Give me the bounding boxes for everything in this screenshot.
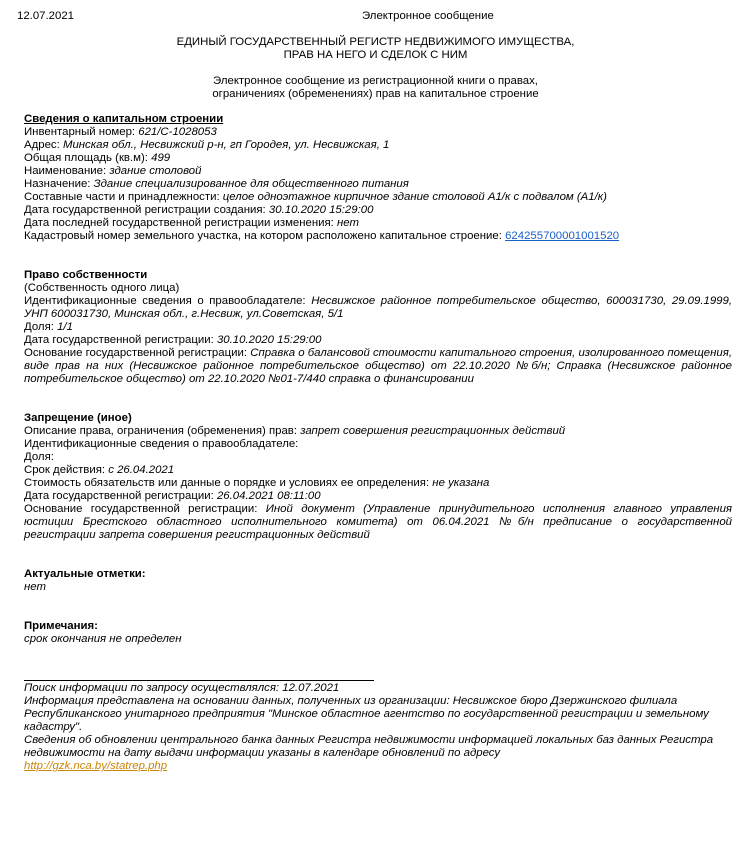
document-type: Электронное сообщение <box>362 10 494 22</box>
notes-value: срок окончания не определен <box>24 633 182 645</box>
area-value: 499 <box>151 152 171 164</box>
prohibition-reg-date-row: Дата государственной регистрации: 26.04.2021 08:11:00 <box>24 490 321 502</box>
inventory-value: 621/C-1028053 <box>138 126 217 138</box>
purpose-value: Здание специализированное для общественного питания <box>93 178 409 190</box>
message-subtitle <box>0 75 751 101</box>
name-value: здание столовой <box>109 165 202 177</box>
holder-row: Идентификационные сведения о правообладателе: Несвижское районное потребительское общество, 600031730, 29.09.1999, УНП 600031730, Минская обл., г.Несвиж, ул.Советская, 5/1 <box>24 295 732 320</box>
building-section <box>24 113 732 243</box>
statrep-link[interactable]: http://gzk.nca.by/statrep.php <box>24 760 168 772</box>
source-info: Информация представлена на основании данных, полученных из организации: Несвижское бюро Дзержинского филиала Республиканского унитарного предприятия "Минское областное агентство по государственной регистрации и земельному кадастру". <box>24 695 709 733</box>
update-info: Сведения об обновлении центрального банка данных Регистра недвижимости информацией локальных баз данных Регистра недвижимости на дату выдачи информации указаны в календаре обновлений по адресу <box>24 734 714 759</box>
ownership-reg-date-value: 30.10.2020 15:29:00 <box>216 334 322 346</box>
footer-divider <box>24 680 374 681</box>
address-value: Минская обл., Несвижский р-н, гп Городея, ул. Несвижская, 1 <box>62 139 390 151</box>
prohibition-reg-date-value: 26.04.2021 08:11:00 <box>216 490 321 502</box>
ownership-basis-row: Основание государственной регистрации: Справка о балансовой стоимости капитального строения, изолированного помещения, виде прав на них (Несвижское районное потребительское общество) от 22.10.2020 №б/н; Справка (Несвижское районное потребительское общество) от 22.10.2020 №01-7/440 справка о финансировании <box>24 347 732 385</box>
prohibition-desc-row: Описание права, ограничения (обременения) прав: запрет совершения регистрационных действий <box>24 425 566 437</box>
prohibition-share-row: Доля: <box>24 451 54 463</box>
name-row: Наименование: здание столовой <box>24 165 202 177</box>
last-change-value: нет <box>337 217 359 229</box>
footer <box>24 680 732 773</box>
purpose-row: Назначение: Здание специализированное для общественного питания <box>24 178 409 190</box>
cost-row: Стоимость обязательств или данные о порядке и условиях ее определения: не указана <box>24 477 490 489</box>
print-date: 12.07.2021 <box>17 10 75 22</box>
ownership-reg-date-row: Дата государственной регистрации: 30.10.2020 15:29:00 <box>24 334 322 346</box>
share-value: 1/1 <box>57 321 73 333</box>
actual-marks-heading: Актуальные отметки: <box>24 568 146 580</box>
subtitle-line-1: Электронное сообщение из регистрационной книги о правах, <box>213 75 538 87</box>
page-header <box>0 10 751 24</box>
cadastral-number-link[interactable]: 624255700001001520 <box>505 230 620 242</box>
ownership-basis-value: Справка о балансовой стоимости капитального строения, изолированного помещения, виде прав на них (Несвижское районное потребительское общество) от 22.10.2020 №б/н; Справка (Несвижское районное потребительское общество) от 22.10.2020 №01-7/440 справка о финансировании <box>24 347 732 385</box>
ownership-subheading: (Собственность одного лица) <box>24 282 180 294</box>
last-change-row: Дата последней государственной регистрации изменения: нет <box>24 217 359 229</box>
cost-value: не указана <box>432 477 490 489</box>
register-title <box>0 36 751 62</box>
inventory-row: Инвентарный номер: 621/C-1028053 <box>24 126 217 138</box>
ownership-heading: Право собственности <box>24 269 148 281</box>
subtitle-line-2: ограничениях (обременениях) прав на капитальное строение <box>212 88 539 100</box>
term-row: Срок действия: с 26.04.2021 <box>24 464 175 476</box>
title-line-1: ЕДИНЫЙ ГОСУДАРСТВЕННЫЙ РЕГИСТР НЕДВИЖИМОГО ИМУЩЕСТВА, <box>176 36 575 48</box>
prohibition-section <box>24 412 732 542</box>
share-row: Доля: 1/1 <box>24 321 73 333</box>
notes-section <box>24 620 732 646</box>
created-value: 30.10.2020 15:29:00 <box>268 204 374 216</box>
notes-heading: Примечания: <box>24 620 98 632</box>
prohibition-heading: Запрещение (иное) <box>24 412 132 424</box>
prohibition-desc-value: запрет совершения регистрационных действий <box>300 425 566 437</box>
title-line-2: ПРАВ НА НЕГО И СДЕЛОК С НИМ <box>283 49 468 61</box>
prohibition-basis-row: Основание государственной регистрации: Иной документ (Управление принудительного исполнения главного управления юстиции Брестского областного исполнительного комитета) от 06.04.2021 №б/н предписание о государственной регистрации запрета совершения регистрационных действий <box>24 503 732 541</box>
parts-row: Составные части и принадлежности: целое одноэтажное кирпичное здание столовой А1/к с подвалом (А1/к) <box>24 191 607 203</box>
area-row: Общая площадь (кв.м): 499 <box>24 152 171 164</box>
term-value: с 26.04.2021 <box>108 464 175 476</box>
building-heading: Сведения о капитальном строении <box>24 113 224 125</box>
holder-value: Несвижское районное потребительское общество, 600031730, 29.09.1999, УНП 600031730, Минская обл., г.Несвиж, ул.Советская, 5/1 <box>24 295 732 320</box>
prohibition-basis-value: Иной документ (Управление принудительного исполнения главного управления юстиции Брестского областного исполнительного комитета) от 06.04.2021 №б/н предписание о государственной регистрации запрета совершения регистрационных действий <box>24 503 732 541</box>
created-row: Дата государственной регистрации создания: 30.10.2020 15:29:00 <box>24 204 374 216</box>
actual-marks-value: нет <box>24 581 46 593</box>
address-row: Адрес: Минская обл., Несвижский р-н, гп Городея, ул. Несвижская, 1 <box>24 139 390 151</box>
parts-value: целое одноэтажное кирпичное здание столовой А1/к с подвалом (А1/к) <box>222 191 607 203</box>
actual-marks-section <box>24 568 732 594</box>
ownership-section <box>24 269 732 386</box>
cadastral-row: Кадастровый номер земельного участка, на котором расположено капитальное строение: 624255700001001520 <box>24 230 620 242</box>
search-info: Поиск информации по запросу осуществлялся: 12.07.2021 <box>24 682 340 694</box>
prohibition-holder-row: Идентификационные сведения о правообладателе: <box>24 438 299 450</box>
